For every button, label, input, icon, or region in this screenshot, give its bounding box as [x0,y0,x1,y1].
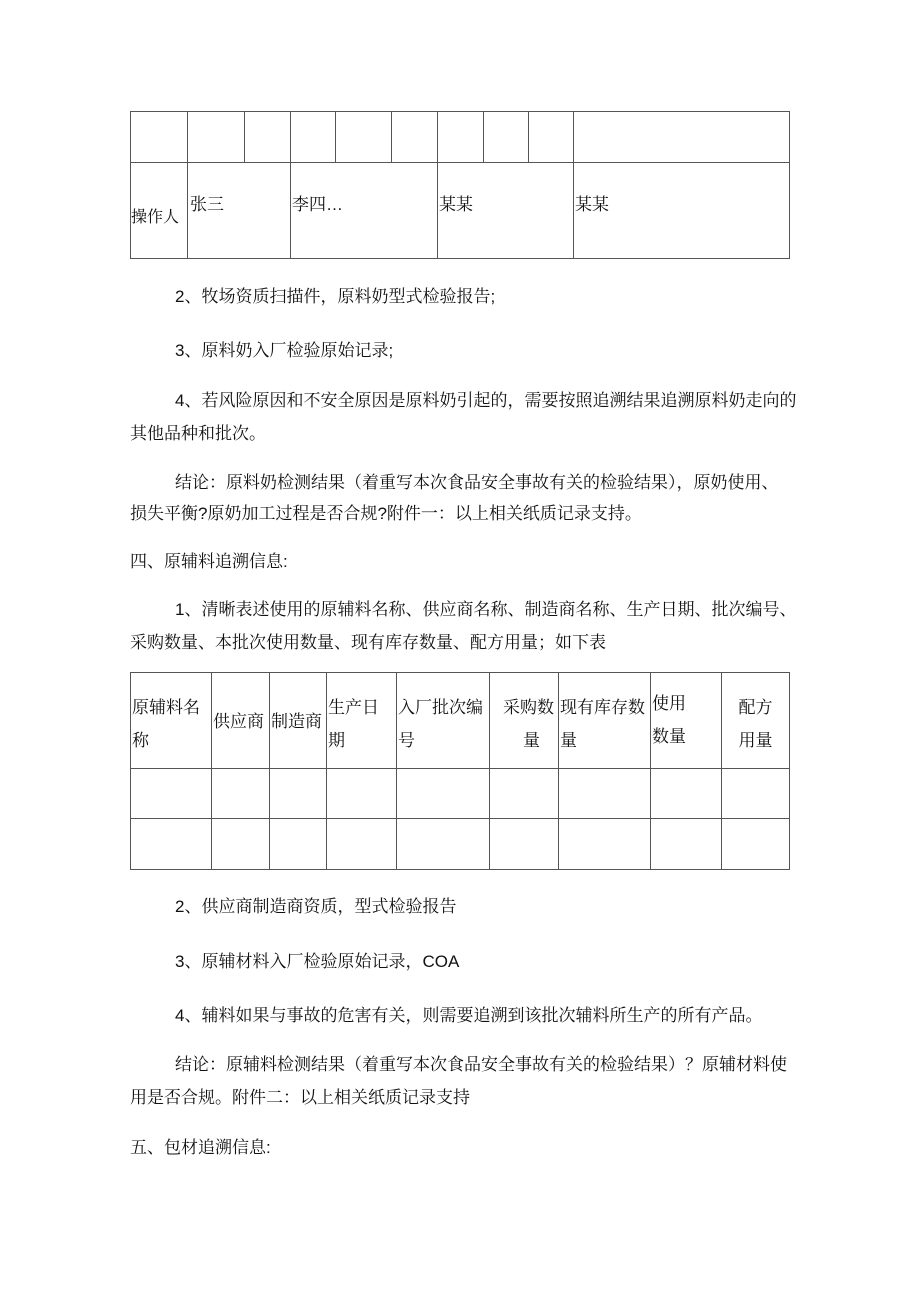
table-cell [489,768,559,819]
s3-item4-line1: 4、若风险原因和不安全原因是原料奶引起的，需要按照追溯结果追溯原料奶走向的 [175,391,797,410]
operator-cell [290,162,438,259]
s3-item2: 2、牧场资质扫描件，原料奶型式检验报告; [175,287,496,306]
header-label: 期 [328,731,345,750]
header-label: 称 [132,731,149,750]
s4-item2: 2、供应商制造商资质，型式检验报告 [175,897,457,916]
table-cell [269,768,327,819]
table-cell [269,818,327,870]
table-cell [396,768,490,819]
header-cell [721,672,790,769]
table-cell [211,768,270,819]
table-cell [396,818,490,870]
operator-name: 某某 [439,195,473,214]
table-cell [721,818,790,870]
table-cell [130,818,212,870]
header-cell [326,672,397,769]
table-cell [489,818,559,870]
table-cell [483,111,529,163]
table-cell [391,111,438,163]
s4-item4: 4、辅料如果与事故的危害有关，则需要追溯到该批次辅料所生产的所有产品。 [175,1006,763,1025]
table-cell [558,768,651,819]
header-label: 数量 [652,727,686,746]
header-label: 制造商 [271,712,322,731]
header-cell [211,672,270,769]
table-cell [326,818,397,870]
table-cell [244,111,291,163]
header-label: 入厂批次编 [398,698,483,717]
operator-cell [573,162,790,259]
table-cell [437,111,484,163]
s3-conclusion-line1: 结论：原料奶检测结果（着重写本次食品安全事故有关的检验结果），原奶使用、 [175,473,779,492]
header-cell [130,672,212,769]
table-cell [721,768,790,819]
operator-name: 李四… [292,195,343,214]
section5-heading: 五、包材追溯信息: [130,1138,271,1157]
s4-item3: 3、原辅材料入厂检验原始记录，COA [175,952,460,971]
table-cell [130,111,188,163]
table-cell [290,111,336,163]
table-cell [187,111,245,163]
table-cell [650,768,722,819]
operator-name: 张三 [190,195,224,214]
table-cell [335,111,392,163]
table-cell [558,818,651,870]
table-cell [528,111,574,163]
table-cell [130,768,212,819]
s4-item1-line1: 1、清晰表述使用的原辅料名称、供应商名称、制造商名称、生产日期、批次编号、 [175,600,797,619]
table-cell [326,768,397,819]
header-label: 配方 [738,698,773,717]
section4-heading: 四、原辅料追溯信息: [130,552,288,571]
header-cell [650,672,722,769]
table-cell [573,111,790,163]
header-label: 供应商 [213,712,264,731]
table-cell [211,818,270,870]
header-label: 用量 [738,731,773,750]
header-label: 号 [398,731,415,750]
header-label: 采购数 [503,698,554,717]
operator-cell [437,162,574,259]
table-cell [650,818,722,870]
header-label: 现有库存数 [560,698,645,717]
header-label: 原辅料名 [132,698,200,717]
header-label: 量 [523,731,540,750]
operator-label-cell [130,162,188,259]
header-label: 量 [560,731,577,750]
header-cell [269,672,327,769]
s4-conclusion-line1: 结论：原辅料检测结果（着重写本次食品安全事故有关的检验结果）？原辅材料使 [175,1055,787,1074]
header-cell [489,672,559,769]
operator-cell [187,162,291,259]
header-cell [396,672,490,769]
operator-name: 某某 [575,195,609,214]
header-cell [558,672,651,769]
s3-item3: 3、原料奶入厂检验原始记录; [175,341,394,360]
s4-conclusion-line2: 用是否合规。附件二：以上相关纸质记录支持 [130,1088,470,1107]
operator-label: 操作人 [131,209,180,226]
header-label: 生产日 [328,698,379,717]
s3-item4-line2: 其他品种和批次。 [130,424,266,443]
header-label: 使用 [652,694,686,713]
s3-conclusion-line2: 损失平衡?原奶加工过程是否合规?附件一：以上相关纸质记录支持。 [130,504,642,523]
s4-item1-line2: 采购数量、本批次使用数量、现有库存数量、配方用量；如下表 [130,633,606,652]
